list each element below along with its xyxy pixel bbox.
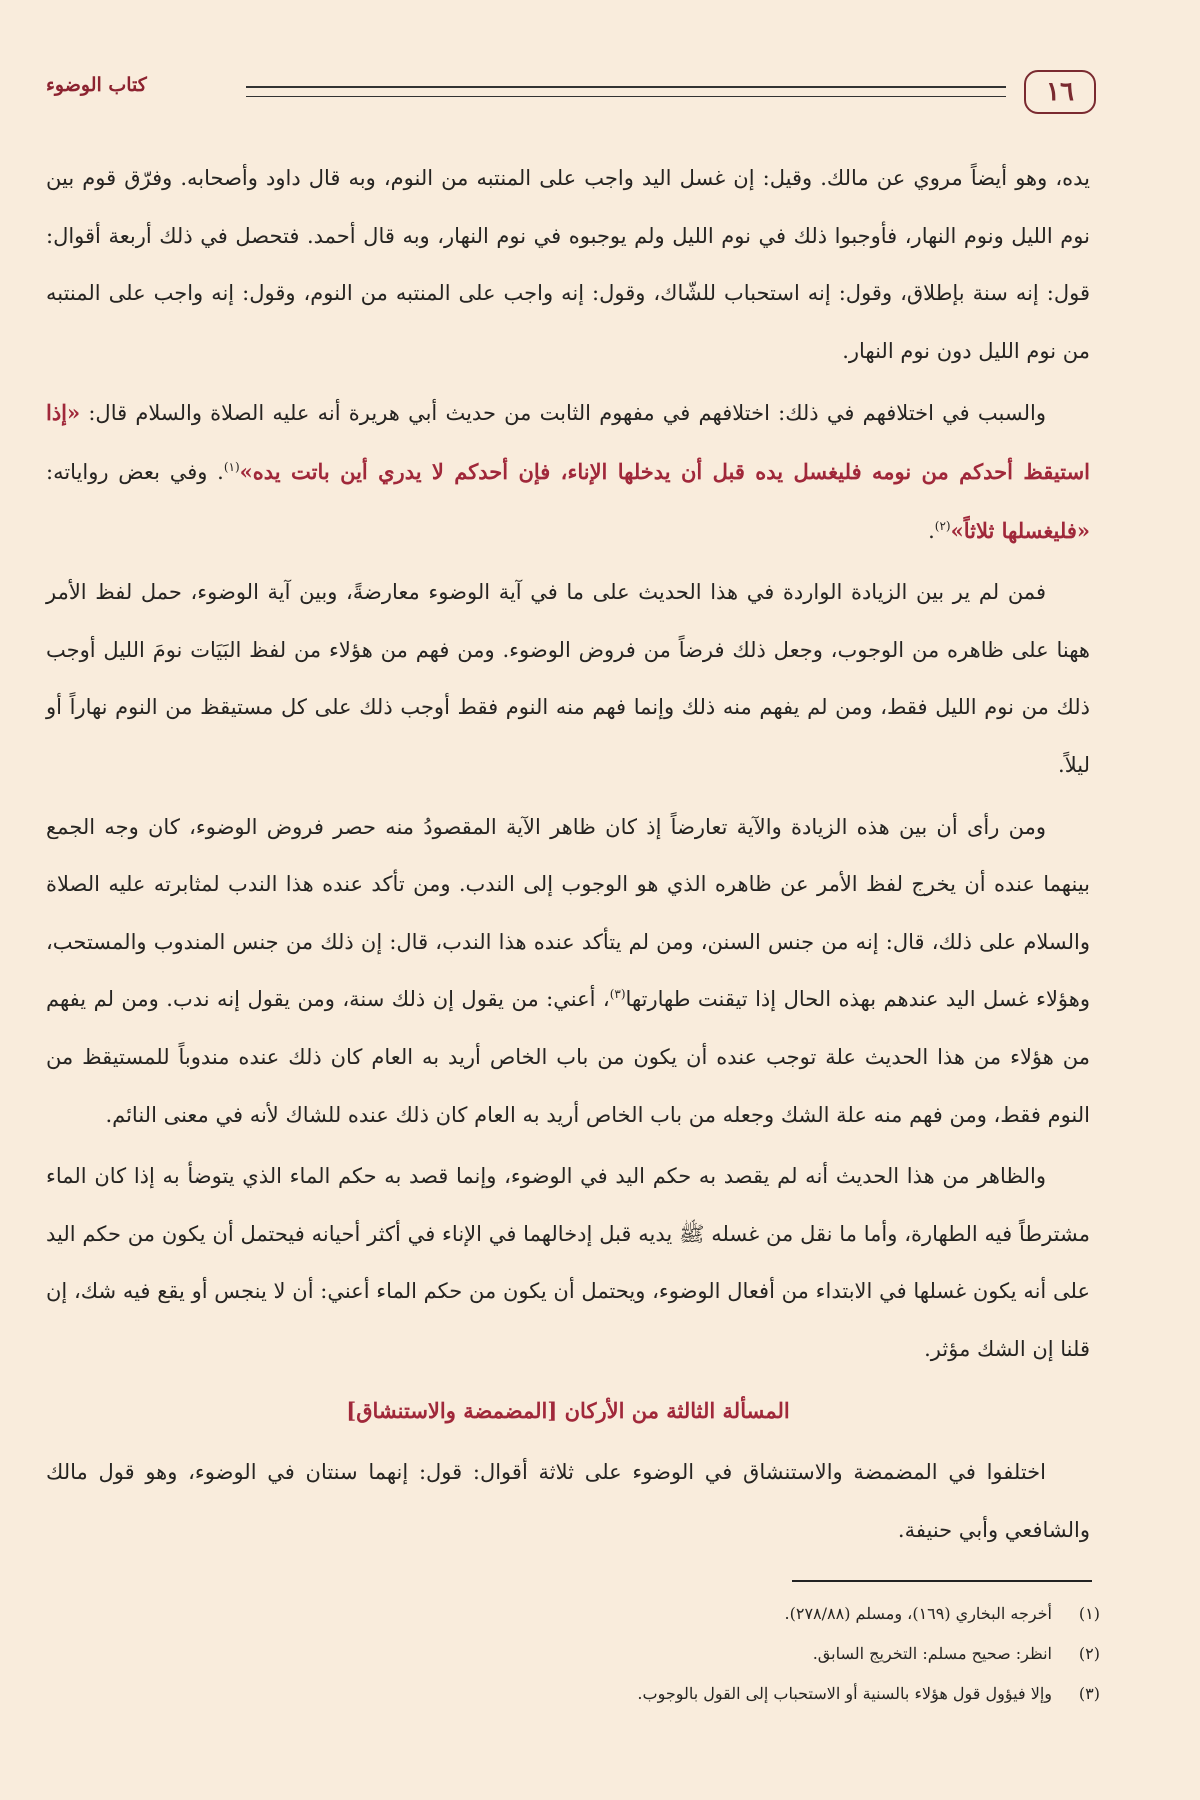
footnote-number: (٢) <box>1078 1644 1100 1663</box>
page-number: ١٦ <box>1024 70 1096 114</box>
paragraph-4-b: ، أعني: من يقول إن ذلك سنة، ومن يقول إنه ندب. ومن لم يفهم من هؤلاء من هذا الحديث علة توجب عنده أن يكون من باب الخاص أريد به العام كان ذلك عنده مندوباً للمستيقظ من النوم فقط، ومن فهم منه علة الشك وجعله من باب الخاص أريد به العام كان ذلك عنده للشاك لأنه في معنى النائم. <box>46 987 1090 1127</box>
footnote-ref-1[interactable]: (١) <box>223 459 240 474</box>
paragraph-2-mid: . وفي بعض رواياته: <box>46 459 224 484</box>
paragraph-6: اختلفوا في المضمضة والاستنشاق في الوضوء على ثلاثة أقوال: قول: إنهما سنتان في الوضوء، وهو قول مالك والشافعي وأبي حنيفة. <box>46 1460 1090 1542</box>
paragraph-5: والظاهر من هذا الحديث أنه لم يقصد به حكم اليد في الوضوء، وإنما قصد به حكم الماء الذي يتوضأ به إذا كان الماء مشترطاً فيه الطهارة، وأما ما نقل من غسله ﷺ يديه قبل إدخالهما في الإناء في أكثر أحيانه فيحتمل أن يكون من حكم اليد على أنه يكون غسلها في الابتداء من أفعال الوضوء، ويحتمل أن يكون من حكم الماء أعني: أن لا ينجس أو يقع فيه شك، إن قلنا إن الشك مؤثر. <box>46 1164 1090 1361</box>
book-title: كتاب الوضوء <box>46 74 147 96</box>
paragraph-4 <box>46 799 1090 1145</box>
paragraph-2 <box>46 384 1090 560</box>
paragraph-3: فمن لم ير بين الزيادة الواردة في هذا الحديث على ما في آية الوضوء معارضةً، وبين آية الوضوء، حمل لفظ الأمر ههنا على ظاهره من الوجوب، وجعل ذلك فرضاً من فروض الوضوء. ومن فهم من هؤلاء من لفظ البَيَات نومَ الليل أوجب ذلك من نوم الليل فقط، ومن لم يفهم منه ذلك وإنما فهم منه النوم فقط أوجب ذلك على كل مستيقظ من النوم نهاراً أو ليلاً. <box>46 580 1090 777</box>
paragraph-4-a: ومن رأى أن بين هذه الزيادة والآية تعارضاً إذ كان ظاهر الآية المقصودُ منه حصر فروض الوضوء، كان وجه الجمع بينهما عنده أن يخرج لفظ الأمر عن ظاهره الذي هو الوجوب إلى الندب. ومن تأكد عنده هذا الندب لمثابرته عليه الصلاة والسلام على ذلك، قال: إنه من جنس السنن، ومن لم يتأكد عنده هذا الندب، قال: إن ذلك من جنس المندوب والمستحب، وهؤلاء غسل اليد عندهم بهذه الحال إذا تيقنت طهارتها <box>46 814 1090 1012</box>
header-rule <box>246 86 1006 97</box>
paragraph-1: يده، وهو أيضاً مروي عن مالك. وقيل: إن غسل اليد واجب على المنتبه من النوم، وبه قال داود وأصحابه. وفرّق قوم بين نوم الليل ونوم النهار، فأوجبوا ذلك في نوم الليل ولم يوجبوه في نوم النهار، وبه قال أحمد. فتحصل في ذلك أربعة أقوال: قول: إنه سنة بإطلاق، وقول: إنه استحباب للشّاك، وقول: إنه واجب على المنتبه من النوم، وقول: إنه واجب على المنتبه من نوم الليل دون نوم النهار. <box>46 166 1090 363</box>
hadith-quote-2: «فليغسلها ثلاثاً» <box>950 517 1090 543</box>
footnote-text: انظر: صحيح مسلم: التخريج السابق. <box>812 1644 1052 1663</box>
body-text <box>46 150 1090 1563</box>
page-header <box>40 68 1098 122</box>
paragraph-2-intro: والسبب في اختلافهم في ذلك: اختلافهم في مفهوم الثابت من حديث أبي هريرة أنه عليه الصلاة والسلام قال: <box>80 401 1046 426</box>
footnote-ref-3[interactable]: (٣) <box>609 987 626 1002</box>
footnote-rule <box>792 1580 1092 1582</box>
footnote-1 <box>140 1594 1100 1634</box>
section-title: المسألة الثالثة من الأركان [المضمضة والاستنشاق] <box>346 1398 790 1424</box>
footnote-text: أخرجه البخاري (١٦٩)، ومسلم (٢٧٨/٨٨). <box>784 1604 1052 1623</box>
footnote-ref-2[interactable]: (٢) <box>934 518 951 533</box>
footnote-text: وإلا فيؤول قول هؤلاء بالسنية أو الاستحباب إلى القول بالوجوب. <box>637 1684 1052 1703</box>
footnotes <box>140 1594 1100 1714</box>
footnote-number: (١) <box>1078 1604 1100 1623</box>
hadith-quote: «إذا استيقظ أحدكم من نومه فليغسل يده قبل أن يدخلها الإناء، فإن أحدكم لا يدري أين باتت يده» <box>46 400 1090 484</box>
paragraph-2-end: . <box>928 518 935 543</box>
footnote-3 <box>140 1674 1100 1714</box>
footnote-2 <box>140 1634 1100 1674</box>
footnote-number: (٣) <box>1078 1684 1100 1703</box>
